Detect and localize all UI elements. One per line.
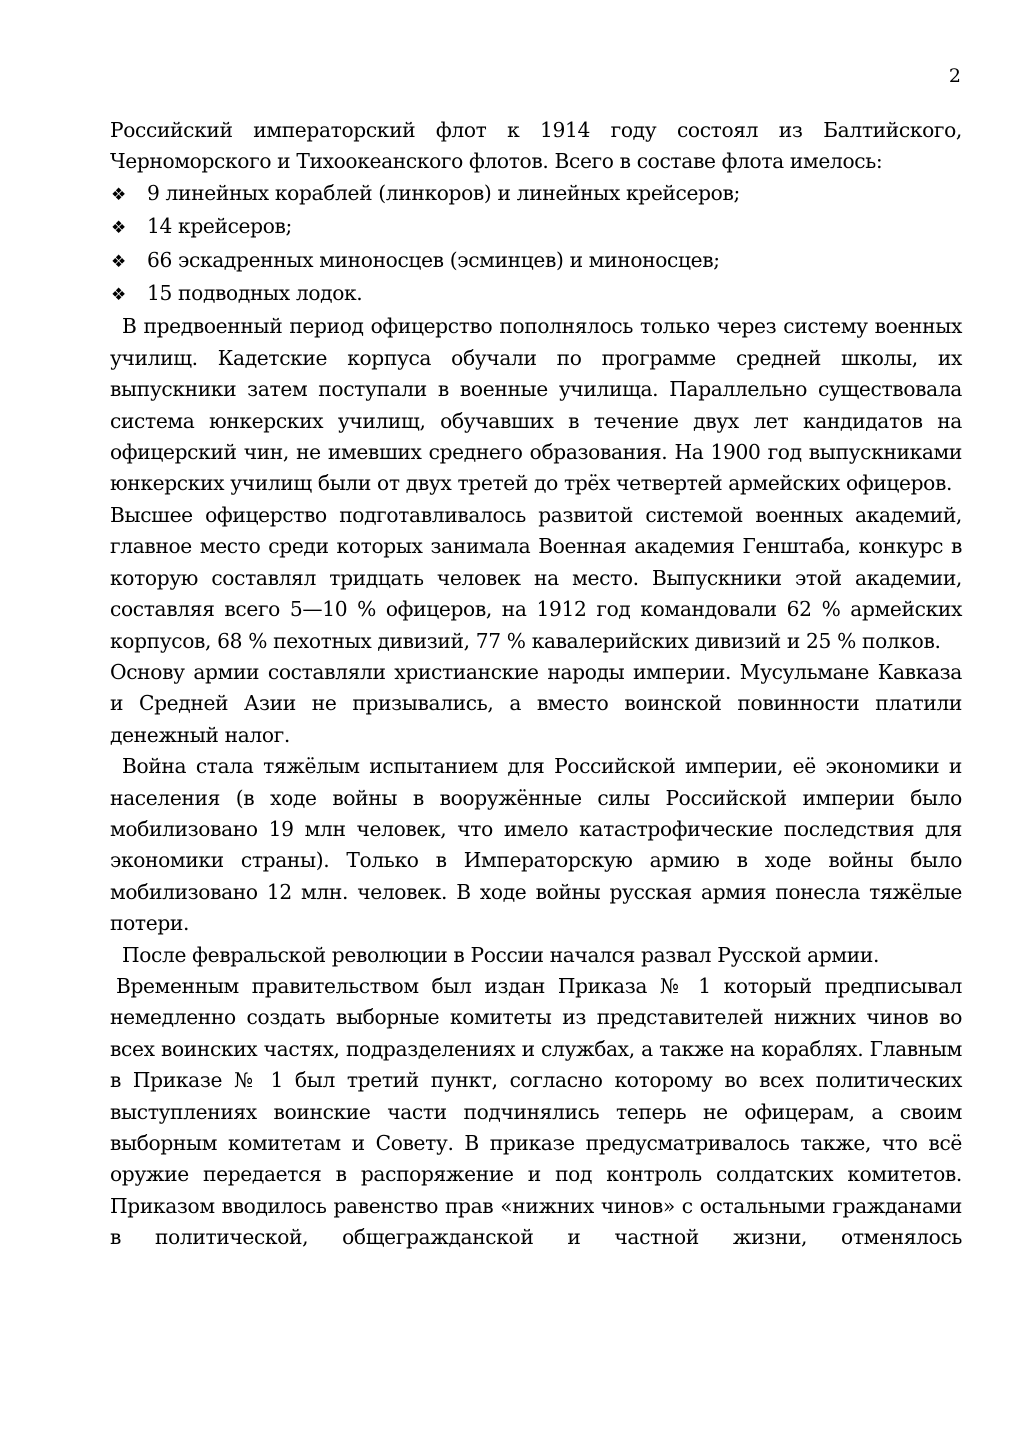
list-item <box>110 211 962 244</box>
revolution-paragraph: После февральской революции в России начался развал Русской армии. <box>122 942 880 967</box>
list-item-text: 14 крейсеров; <box>147 214 292 239</box>
officers-paragraph: В предвоенный период офицерство пополнялось только через систему военных училищ. Кадетские корпуса обучали по программе средней школы, их выпускники затем поступали в военные училища. Параллельно существовала система юнкерских училищ, обучавших в течение двух лет кандидатов на офицерский чин, не имевших среднего образования. На 1900 год выпускниками юнкерских училищ были от двух третей до трёх четвертей армейских офицеров. <box>110 314 962 496</box>
fleet-composition-list <box>110 178 962 312</box>
intro-paragraph: Российский императорский флот к 1914 году состоял из Балтийского, Черноморского и Тихоокеанского флотов. Всего в составе флота имелось: <box>110 118 962 174</box>
page-number: 2 <box>948 65 961 87</box>
list-item <box>110 178 962 211</box>
list-item-text: 15 подводных лодок. <box>147 281 363 306</box>
list-item <box>110 278 962 311</box>
document-body <box>110 115 962 1254</box>
war-paragraph: Война стала тяжёлым испытанием для Российской империи, её экономики и населения (в ходе войны в вооружённые силы Российской империи было мобилизовано 19 млн человек, что имело катастрофические последствия для экономики страны). Только в Императорскую армию в ходе войны было мобилизовано 12 млн. человек. В ходе войны русская армия понесла тяжёлые потери. <box>110 754 962 936</box>
list-item-text: 66 эскадренных миноносцев (эсминцев) и миноносцев; <box>147 247 720 272</box>
army-basis-paragraph: Основу армии составляли христианские народы империи. Мусульмане Кавказа и Средней Азии не призывались, а вместо воинской повинности платили денежный налог. <box>110 659 962 747</box>
diamond-bullet-icon: ❖ <box>111 285 126 306</box>
diamond-bullet-icon: ❖ <box>111 184 126 205</box>
order-no1-paragraph: Временным правительством был издан Приказа № 1 который предписывал немедленно создать выборные комитеты из представителей нижних чинов во всех воинских частях, подразделениях и службах, а также на кораблях. Главным в Приказе № 1 был третий пункт, согласно которому во всех политических выступлениях воинские части подчинялись теперь не офицерам, а своим выборным комитетам и Совету. В приказе предусматривалось также, что всё оружие передается в распоряжение и под контроль солдатских комитетов. Приказом вводилось равенство прав «нижних чинов» с остальными гражданами в политической, общегражданской и частной жизни, отменялось <box>110 973 962 1250</box>
academies-paragraph: Высшее офицерство подготавливалось развитой системой военных академий, главное место среди которых занимала Военная академия Генштаба, конкурс в которую составлял тридцать человек на место. Выпускники этой академии, составляя всего 5—10 % офицеров, на 1912 год командовали 62 % армейских корпусов, 68 % пехотных дивизий, 77 % кавалерийских дивизий и 25 % полков. <box>110 502 962 653</box>
list-item <box>110 245 962 278</box>
diamond-bullet-icon: ❖ <box>111 251 126 272</box>
list-item-text: 9 линейных кораблей (линкоров) и линейных крейсеров; <box>147 180 740 205</box>
diamond-bullet-icon: ❖ <box>111 218 126 239</box>
